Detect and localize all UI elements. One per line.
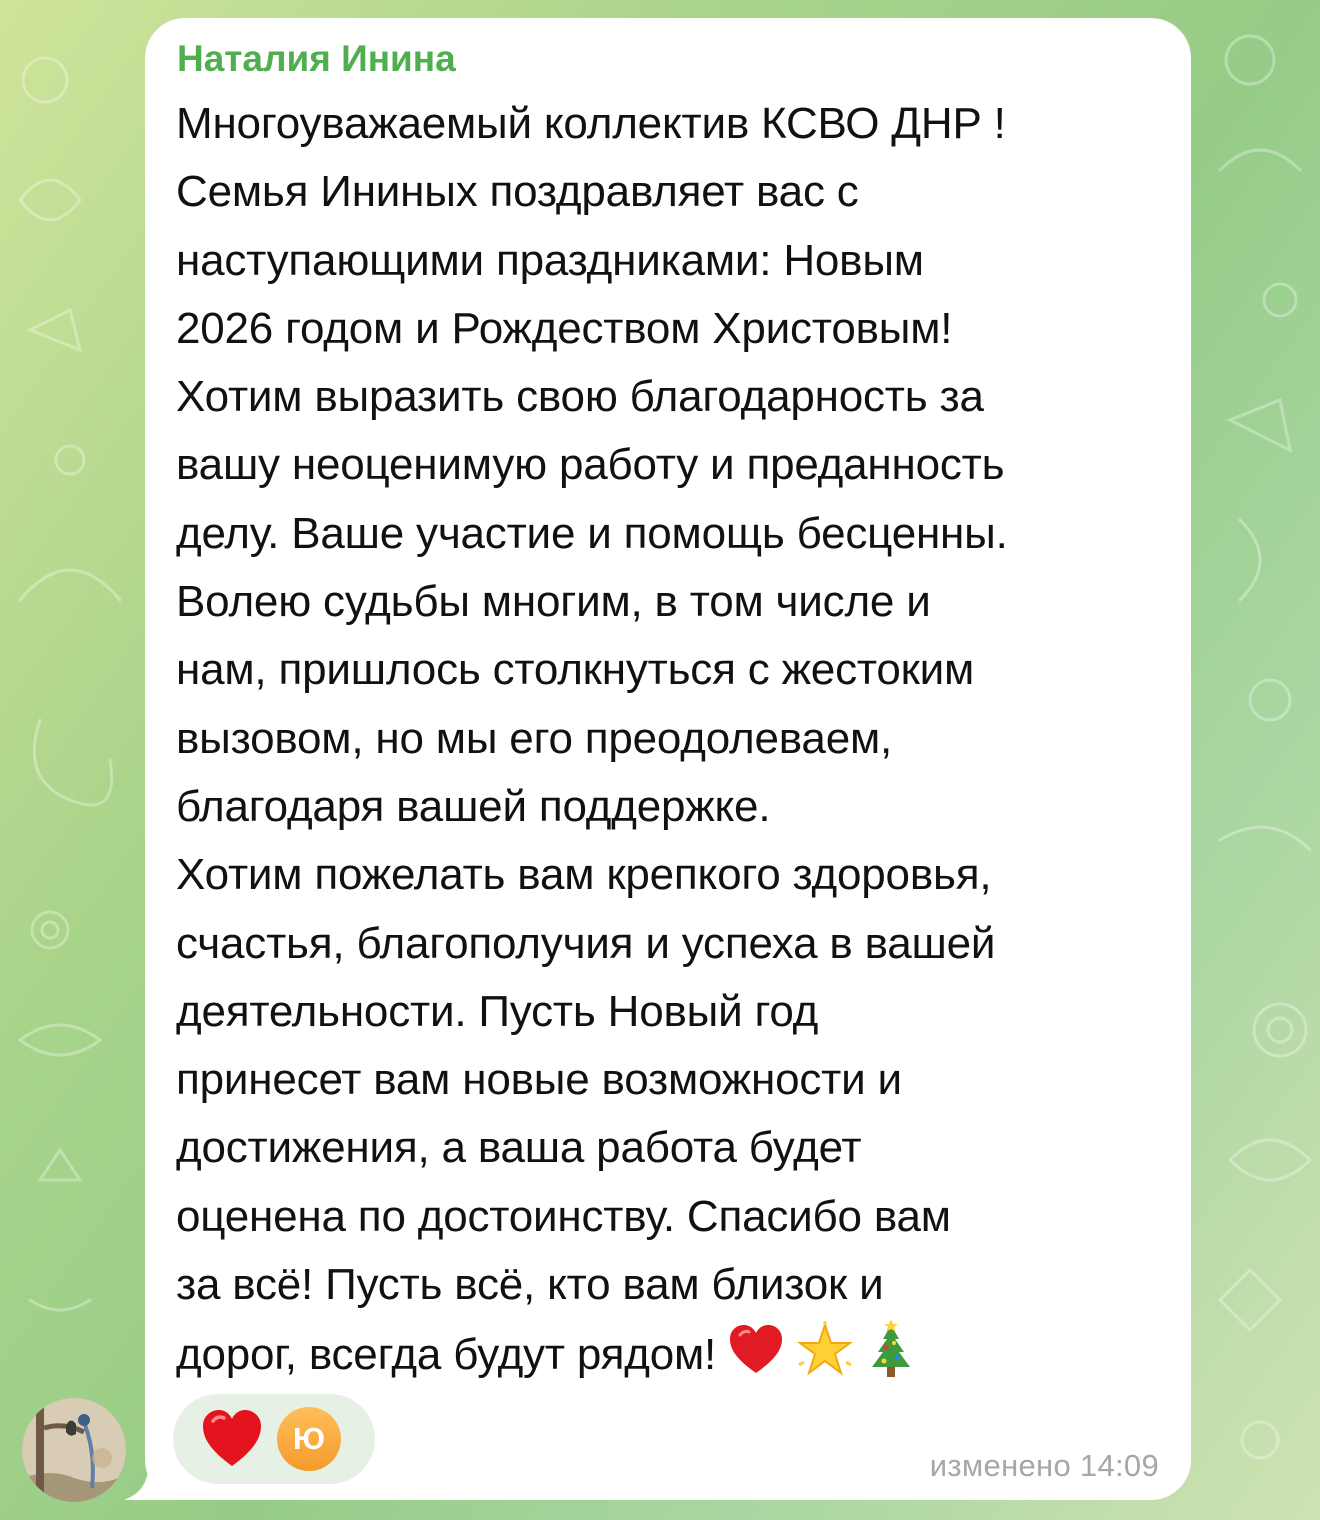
heart-icon — [200, 1408, 264, 1468]
sender-name[interactable]: Наталия Инина — [177, 38, 456, 79]
christmas-tree-emoji — [866, 1319, 916, 1381]
reactor-avatar[interactable]: Ю — [277, 1407, 341, 1471]
message-body: Многоуважаемый коллектив КСВО ДНР ! Семья Ининых поздравляет вас с наступающими праздниками: Новым 2026 годом и Рождеством Христовым! Хотим выразить свою благодарность за вашу неоценимую работу и преданность делу. Ваше участие и помощь бесценны. Волею судьбы многим, в том числе и нам, пришлось столкнуться с жестоким вызовом, но мы его преодолеваем, благодаря вашей поддержке. Хотим пожелать вам крепкого здоровья, счастья, благополучия и успеха в вашей деятельности. Пусть Новый год принесет вам новые возможности и достижения, а ваша работа будет оценена по достоинству. Спасибо вам за всё! Пусть всё, кто вам близок и дорог, всегда будут рядом! — [176, 99, 1008, 1380]
message-timestamp: изменено 14:09 — [929, 1448, 1159, 1483]
red-heart-emoji — [728, 1323, 784, 1375]
reactions-pill[interactable] — [173, 1394, 375, 1484]
message-bubble[interactable] — [145, 18, 1191, 1500]
message-text — [176, 90, 1176, 1390]
sender-avatar[interactable] — [22, 1398, 126, 1502]
glowing-star-emoji — [796, 1321, 854, 1379]
